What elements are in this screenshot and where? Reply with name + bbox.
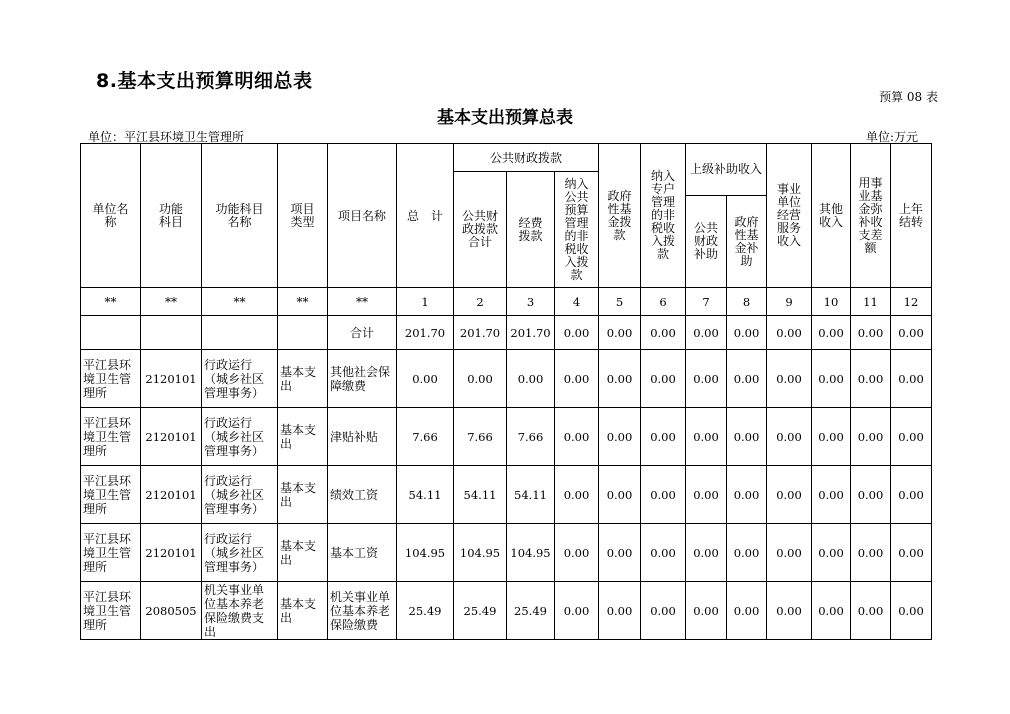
func-name-cell: 机关事业单位基本养老保险缴费支出 — [202, 582, 278, 640]
header-special-non-tax: 纳入专户管理的非税收入拨款 — [641, 144, 686, 288]
value-cell: 0.00 — [812, 350, 851, 408]
value-cell: 7.66 — [397, 408, 454, 466]
total-cell: 0.00 — [851, 316, 891, 350]
index-cell: 9 — [767, 288, 812, 316]
total-label: 合计 — [328, 316, 397, 350]
unit-cell: 平江县环境卫生管理所 — [81, 582, 141, 640]
table-row — [81, 524, 932, 582]
header-funding: 经费拨款 — [507, 172, 555, 288]
index-cell: 1 — [397, 288, 454, 316]
unit-cell: 平江县环境卫生管理所 — [81, 408, 141, 466]
value-cell: 0.00 — [555, 582, 599, 640]
value-cell: 7.66 — [507, 408, 555, 466]
header-non-tax-public: 纳入公共预算管理的非税收入拨款 — [555, 172, 599, 288]
name-cell: 基本工资 — [328, 524, 397, 582]
value-cell: 0.00 — [767, 408, 812, 466]
name-cell: 其他社会保障缴费 — [328, 350, 397, 408]
value-cell: 0.00 — [851, 350, 891, 408]
value-cell: 0.00 — [891, 408, 932, 466]
value-cell: 54.11 — [507, 466, 555, 524]
value-cell: 0.00 — [727, 524, 767, 582]
value-cell: 0.00 — [851, 524, 891, 582]
value-cell: 0.00 — [641, 524, 686, 582]
index-cell: ** — [328, 288, 397, 316]
header-gov-fund: 政府性基金拨款 — [599, 144, 641, 288]
type-cell: 基本支出 — [278, 582, 328, 640]
total-cell: 0.00 — [599, 316, 641, 350]
index-cell: ** — [202, 288, 278, 316]
name-cell: 津贴补贴 — [328, 408, 397, 466]
table-row — [81, 408, 932, 466]
header-func-name: 功能科目名称 — [202, 144, 278, 288]
value-cell: 0.00 — [727, 466, 767, 524]
index-cell: 8 — [727, 288, 767, 316]
value-cell: 104.95 — [454, 524, 507, 582]
func-name-cell: 行政运行（城乡社区管理事务） — [202, 408, 278, 466]
func-name-cell: 行政运行（城乡社区管理事务） — [202, 524, 278, 582]
value-cell: 0.00 — [727, 582, 767, 640]
header-public-fin-subsidy: 公共财政补助 — [686, 196, 727, 288]
value-cell: 0.00 — [555, 524, 599, 582]
value-cell: 0.00 — [812, 524, 851, 582]
type-cell: 基本支出 — [278, 350, 328, 408]
header-other-income: 其他收入 — [812, 144, 851, 288]
value-cell: 104.95 — [397, 524, 454, 582]
value-cell: 0.00 — [555, 350, 599, 408]
code-cell: 2080505 — [141, 582, 202, 640]
table-row — [81, 582, 932, 640]
table-title: 基本支出预算总表 — [437, 108, 573, 128]
total-cell: 0.00 — [686, 316, 727, 350]
value-cell: 0.00 — [641, 350, 686, 408]
index-cell: ** — [141, 288, 202, 316]
header-fund-balance: 用事业基金弥补收支差额 — [851, 144, 891, 288]
value-cell: 0.00 — [686, 466, 727, 524]
value-cell: 0.00 — [686, 524, 727, 582]
value-cell: 0.00 — [507, 350, 555, 408]
value-cell: 0.00 — [727, 350, 767, 408]
unit-cell: 平江县环境卫生管理所 — [81, 350, 141, 408]
value-cell: 25.49 — [454, 582, 507, 640]
index-cell: 3 — [507, 288, 555, 316]
value-cell: 0.00 — [686, 350, 727, 408]
value-cell: 0.00 — [812, 582, 851, 640]
name-cell: 机关事业单位基本养老保险缴费 — [328, 582, 397, 640]
total-cell: 0.00 — [812, 316, 851, 350]
type-cell: 基本支出 — [278, 466, 328, 524]
value-cell: 0.00 — [767, 524, 812, 582]
func-name-cell: 行政运行（城乡社区管理事务） — [202, 466, 278, 524]
total-cell: 201.70 — [397, 316, 454, 350]
index-cell: 5 — [599, 288, 641, 316]
index-row — [81, 288, 932, 316]
value-cell: 54.11 — [397, 466, 454, 524]
value-cell: 0.00 — [397, 350, 454, 408]
header-unit-name: 单位名称 — [81, 144, 141, 288]
value-cell: 0.00 — [686, 408, 727, 466]
code-cell: 2120101 — [141, 466, 202, 524]
type-cell: 基本支出 — [278, 524, 328, 582]
value-cell: 7.66 — [454, 408, 507, 466]
currency-unit-label: 单位:万元 — [865, 130, 918, 144]
code-cell: 2120101 — [141, 524, 202, 582]
value-cell: 0.00 — [599, 408, 641, 466]
header-public-fin: 公共财政拨款 — [454, 144, 599, 172]
index-cell: 2 — [454, 288, 507, 316]
unit-label: 单位：平江县环境卫生管理所 — [88, 130, 245, 144]
index-cell: 4 — [555, 288, 599, 316]
value-cell: 0.00 — [767, 582, 812, 640]
value-cell: 0.00 — [641, 582, 686, 640]
unit-cell: 平江县环境卫生管理所 — [81, 524, 141, 582]
value-cell: 0.00 — [454, 350, 507, 408]
value-cell: 0.00 — [851, 408, 891, 466]
value-cell: 0.00 — [891, 582, 932, 640]
value-cell: 0.00 — [599, 582, 641, 640]
type-cell: 基本支出 — [278, 408, 328, 466]
value-cell: 0.00 — [767, 350, 812, 408]
code-cell: 2120101 — [141, 350, 202, 408]
func-name-cell: 行政运行（城乡社区管理事务） — [202, 350, 278, 408]
index-cell: 12 — [891, 288, 932, 316]
total-row — [81, 316, 932, 350]
value-cell: 0.00 — [599, 466, 641, 524]
unit-cell: 平江县环境卫生管理所 — [81, 466, 141, 524]
value-cell: 0.00 — [686, 582, 727, 640]
index-cell: 6 — [641, 288, 686, 316]
header-total: 总 计 — [397, 144, 454, 288]
value-cell: 0.00 — [599, 524, 641, 582]
index-cell: 11 — [851, 288, 891, 316]
value-cell: 0.00 — [812, 408, 851, 466]
header-proj-type: 项目类型 — [278, 144, 328, 288]
total-cell: 0.00 — [555, 316, 599, 350]
value-cell: 0.00 — [851, 582, 891, 640]
value-cell: 25.49 — [507, 582, 555, 640]
value-cell: 0.00 — [851, 466, 891, 524]
section-title: 8.基本支出预算明细总表 — [96, 70, 313, 92]
value-cell: 0.00 — [891, 350, 932, 408]
value-cell: 54.11 — [454, 466, 507, 524]
value-cell: 104.95 — [507, 524, 555, 582]
total-cell: 0.00 — [727, 316, 767, 350]
index-cell: ** — [278, 288, 328, 316]
value-cell: 25.49 — [397, 582, 454, 640]
header-public-fin-total: 公共财政拨款合计 — [454, 172, 507, 288]
header-business-income: 事业单位经营服务收入 — [767, 144, 812, 288]
header-row-1 — [81, 144, 932, 172]
value-cell: 0.00 — [555, 466, 599, 524]
budget-table — [80, 143, 932, 640]
value-cell: 0.00 — [891, 466, 932, 524]
value-cell: 0.00 — [641, 408, 686, 466]
header-func-code: 功能科目 — [141, 144, 202, 288]
value-cell: 0.00 — [599, 350, 641, 408]
form-number: 预算 08 表 — [879, 90, 938, 104]
table-row — [81, 466, 932, 524]
name-cell: 绩效工资 — [328, 466, 397, 524]
header-carryover: 上年结转 — [891, 144, 932, 288]
total-cell: 201.70 — [454, 316, 507, 350]
header-gov-fund-subsidy: 政府性基金补助 — [727, 196, 767, 288]
table-row — [81, 350, 932, 408]
total-cell: 0.00 — [767, 316, 812, 350]
total-cell: 0.00 — [641, 316, 686, 350]
total-cell: 201.70 — [507, 316, 555, 350]
total-cell: 0.00 — [891, 316, 932, 350]
value-cell: 0.00 — [641, 466, 686, 524]
index-cell: 10 — [812, 288, 851, 316]
header-proj-name: 项目名称 — [328, 144, 397, 288]
value-cell: 0.00 — [555, 408, 599, 466]
index-cell: 7 — [686, 288, 727, 316]
header-superior-subsidy: 上级补助收入 — [686, 144, 767, 196]
value-cell: 0.00 — [812, 466, 851, 524]
value-cell: 0.00 — [727, 408, 767, 466]
code-cell: 2120101 — [141, 408, 202, 466]
value-cell: 0.00 — [891, 524, 932, 582]
index-cell: ** — [81, 288, 141, 316]
value-cell: 0.00 — [767, 466, 812, 524]
